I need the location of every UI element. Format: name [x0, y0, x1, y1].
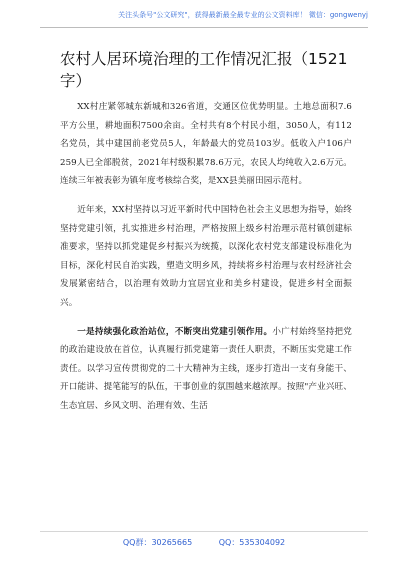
contact-footer — [0, 537, 408, 548]
promo-banner: 关注头条号"公文研究"，获得最新最全最专业的公文资料库！ 微信：gongwenyj — [118, 11, 368, 19]
paragraph-3 — [60, 323, 352, 416]
qq-number-text: QQ：535304092 — [218, 538, 286, 547]
document-title: 农村人居环境治理的工作情况汇报（1521字） — [60, 50, 348, 90]
paragraph-text: XX村庄紧邻城东新城和326省道，交通区位优势明显。土地总面积7.6平方公里，耕地面积7500余亩。全村共有8个村民小组，3050人，有112名党员，其中建国前老党员5人，年龄最大的党员103岁。低收入户106户259人已全部脱贫，2021年村级积累78.6万元，农民人均纯收入2.6万元。连续三年被表彰为镇年度考核综合奖，是XX县美丽田园示范村。 — [60, 102, 352, 187]
paragraph-lead: 一是持续强化政治站位，不断突出党建引领作用。 — [77, 326, 273, 337]
footer-divider — [40, 531, 368, 532]
qq-group-text: QQ群：30265665 — [122, 538, 193, 547]
header-divider — [40, 27, 368, 28]
paragraph-text: 近年来，XX村坚持以习近平新时代中国特色社会主义思想为指导，始终坚持党建引领，扎实推进乡村治理，严格按照上级乡村治理示范村镇创建标准要求，坚持以抓党建促乡村振兴为统揽，以深化农村党支部建设标准化为目标，深化村民自治实践，塑造文明乡风，持续将乡村治理与农村经济社会发展紧密结合，以治理有效助力宜居宜业和美乡村建设，促进乡村全面振兴。 — [60, 204, 352, 308]
document-body — [60, 98, 352, 422]
paragraph-1 — [60, 98, 352, 191]
paragraph-2 — [60, 201, 352, 313]
paragraph-text: 小广村始终坚持把党的政治建设放在首位，认真履行抓党建第一责任人职责，不断压实党建工作责任。以学习宣传贯彻党的二十大精神为主线，逐步打造出一支有身能干、开口能讲、提笔能写的队伍，干事创业的氛围越来越浓厚。按照"产业兴旺、生态宜居、乡风文明、治理有效、生活 — [60, 326, 353, 411]
